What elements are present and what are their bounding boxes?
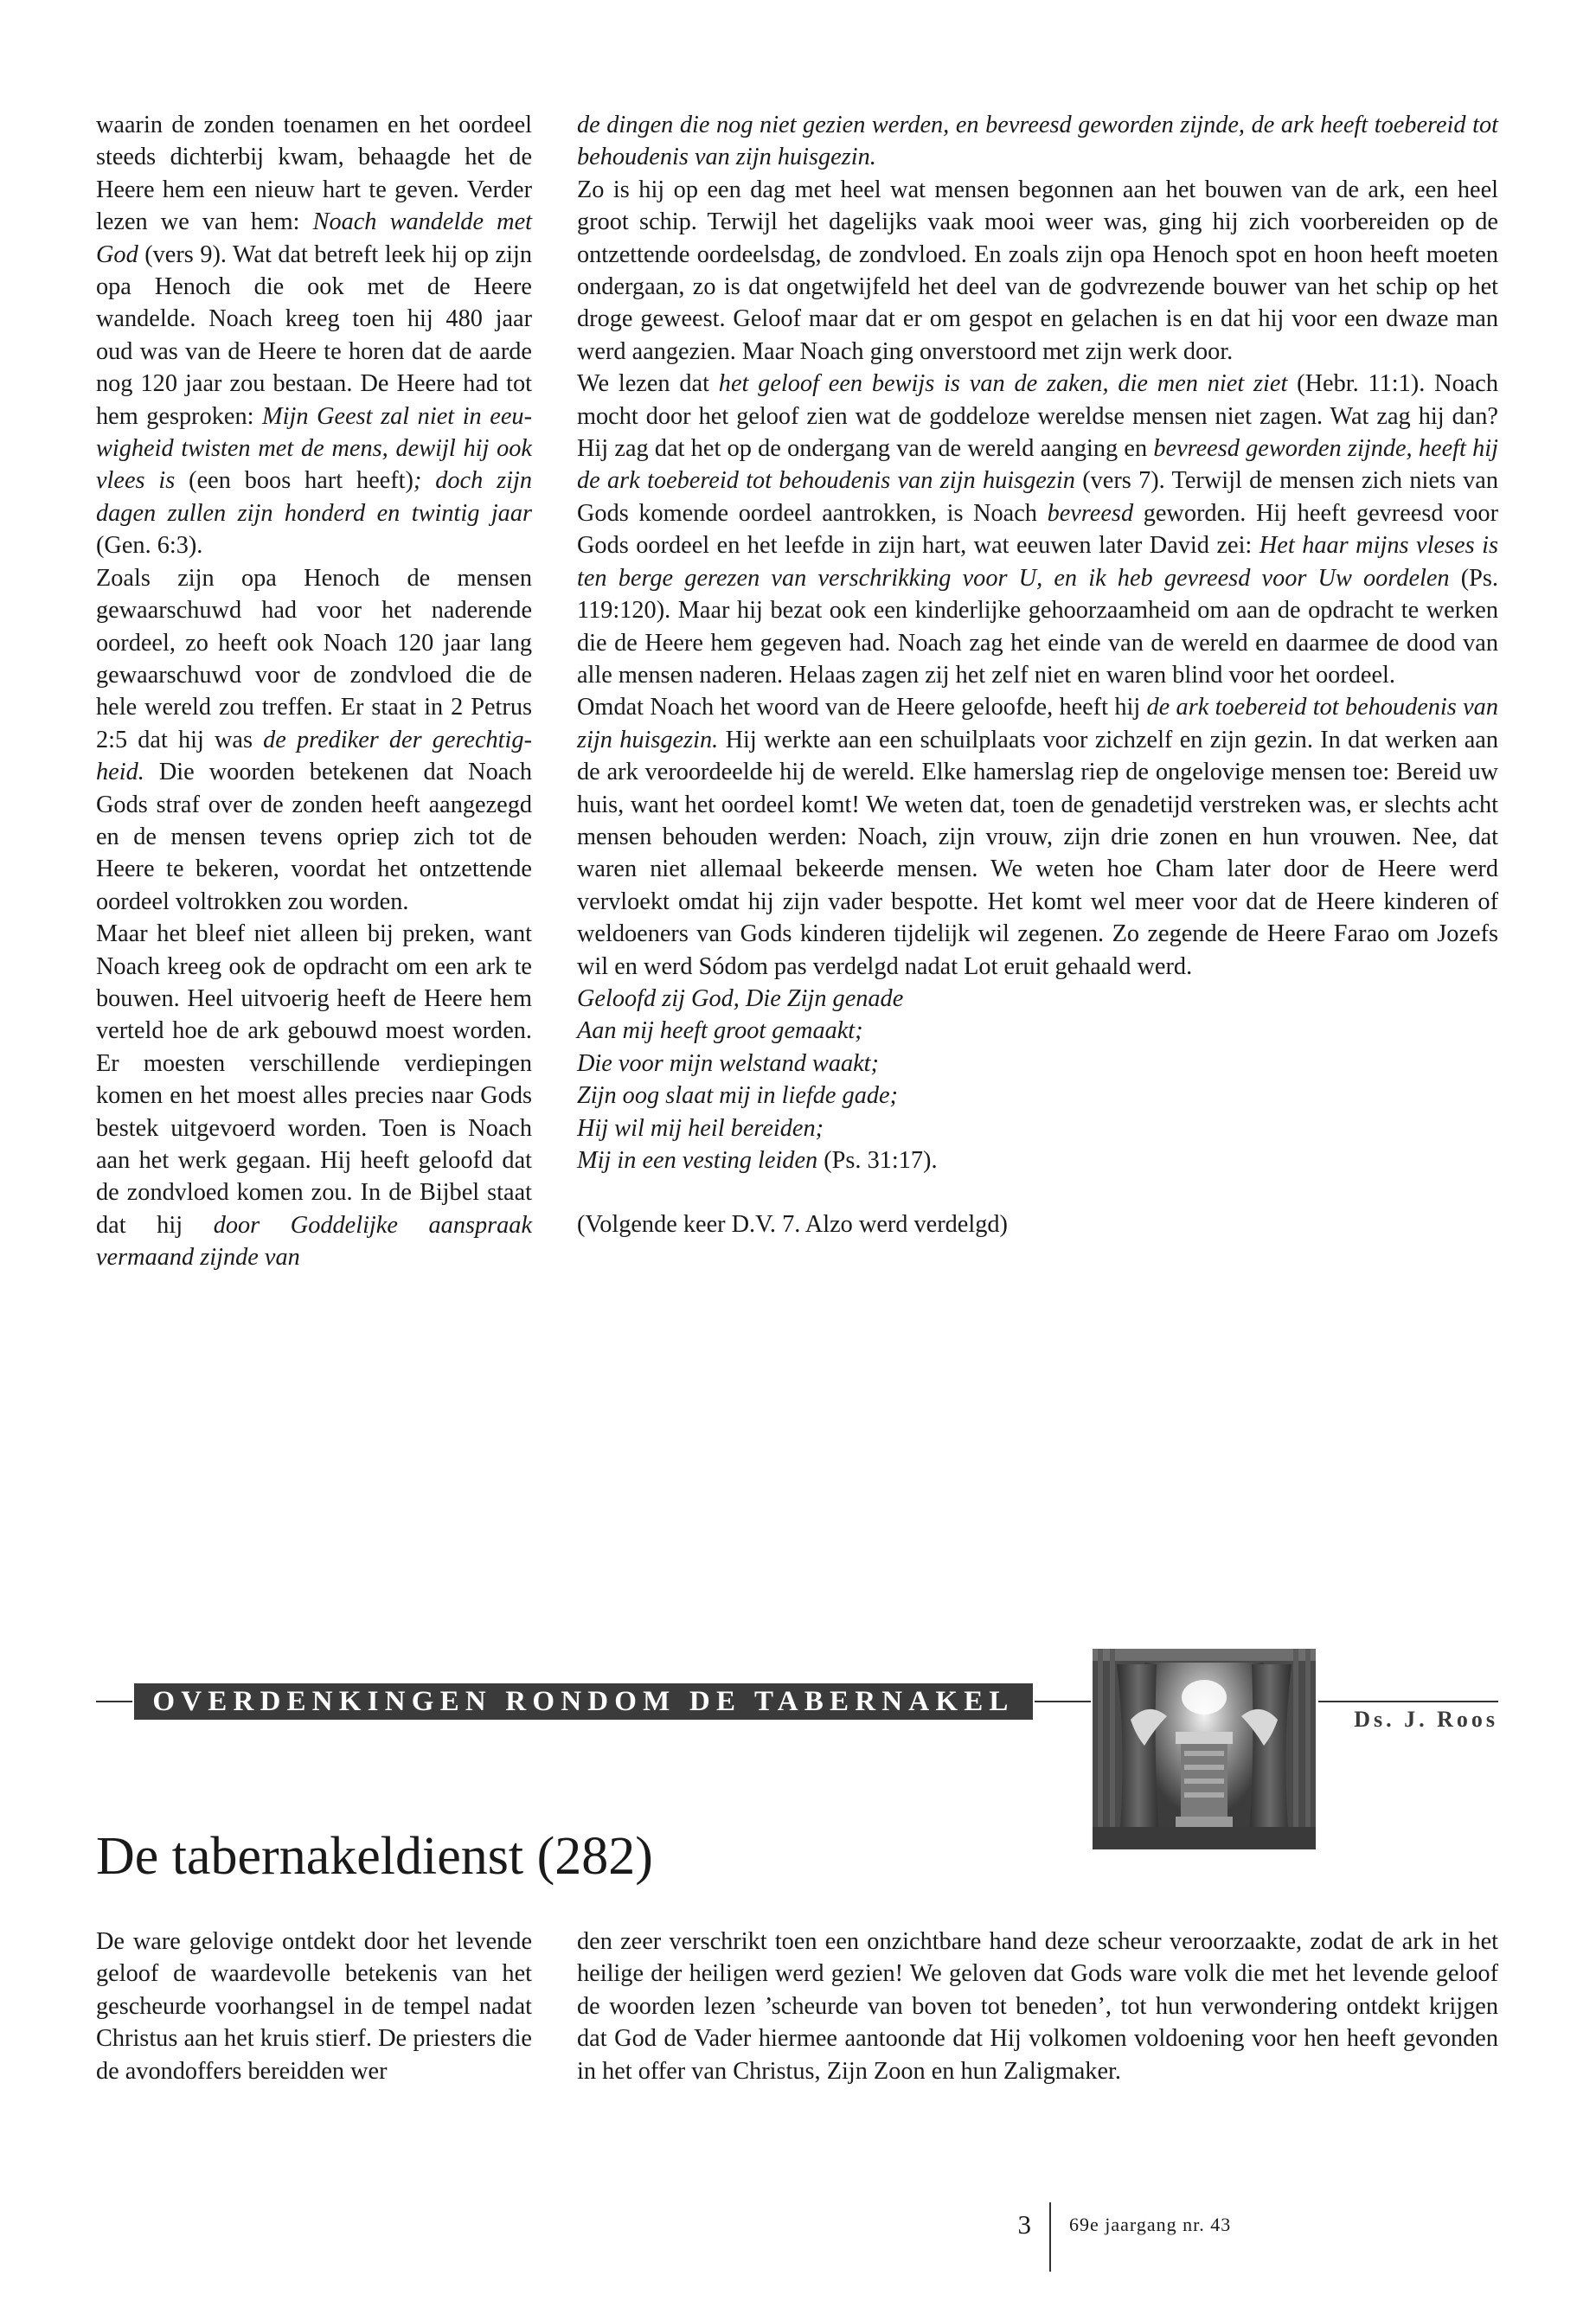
- text-run: Zoals zijn opa Henoch de mensen gewaarschuwd had voor het naderende oordeel, zo heeft ook Noach 120 jaar lang gewaarschuwd voor de zondvloed die de hele wereld zou treffen. Er staat in 2 Petrus 2:5 dat hij was: [96, 564, 532, 753]
- text-run: We lezen dat: [577, 370, 719, 398]
- column-bottom-right: [577, 1926, 1498, 2087]
- text-run: den zeer verschrikt toen een onzichtbare hand deze scheur veroorzaakte, zodat de ark in het heilige der heiligen werd gezien! We geloven dat Gods ware volk die met het levende geloof de woorden lezen ’scheurde van boven tot beneden’, tot hun verwondering ontdekt krijgen dat God de Vader hiermee aantoonde dat Hij volkomen voldoening voor hen heeft gevonden in het offer van Christus, Zijn Zoon en hun Zaligmaker.: [577, 1928, 1498, 2085]
- italic-run: bevreesd: [1047, 499, 1134, 527]
- italic-run: de prediker der gerechtigheid.: [96, 726, 532, 786]
- psalm-line: Geloofd zij God, Die Zijn genade: [577, 984, 904, 1012]
- paragraph: [577, 368, 1498, 691]
- paragraph: [96, 562, 532, 918]
- text-run: (vers 7). Terwijl de mensen zich niets van Gods komende oordeel aantrokken, is Noach: [577, 467, 1499, 527]
- section-rule-middle: [1035, 1701, 1091, 1702]
- text-run: (een boos hart heeft): [175, 467, 413, 495]
- column-top-right: [577, 109, 1498, 1241]
- text-run: Omdat Noach het woord van de Heere geloofde, heeft hij: [577, 694, 1147, 721]
- italic-run: Het haar mijns vleses is ten berge gerezen van verschrikking voor U, en ik heb gevreesd voor Uw oordelen: [577, 532, 1498, 592]
- text-run: geworden. Hij heeft gevreesd voor Gods oordeel en het leefde in zijn hart, wat eeuwen later David zei:: [577, 499, 1498, 560]
- text-run: waarin de zonden toenamen en het oordeel steeds dichterbij kwam, behaagde het de Heere hem een nieuw hart te geven. Verder lezen we van hem:: [96, 112, 532, 236]
- text-run: (vers 9). Wat dat betreft leek hij op zijn opa Henoch die ook met de Heere wandelde. Noach kreeg toen hij 480 jaar oud was van de Heere te horen dat de aarde nog 120 jaar zou bestaan. De Heere had tot hem gesproken:: [96, 240, 532, 430]
- footer-divider: [1049, 2202, 1051, 2272]
- text-run: Zo is hij op een dag met heel wat mensen begonnen aan het bouwen van de ark, een heel groot schip. Terwijl het dagelijks vaak mooi weer was, ging hij zich voorbereiden op de ontzettende oordeelsdag, de zondvloed. En zoals zijn opa Henoch spot en hoon heeft moeten ondergaan, zo is dat ongetwijfeld het deel van de godvrezende bouwer van het schip op het droge geweest. Geloof maar dat er om gespot en gelachen is en dat hij voor een dwaze man werd aangezien. Maar Noach ging onverstoord met zijn werk door.: [577, 176, 1498, 365]
- page-number: 3: [1017, 2209, 1031, 2240]
- psalm-line: Die voor mijn welstand waakt;: [577, 1049, 879, 1077]
- psalm-line: Hij wil mij heil bereiden;: [577, 1114, 824, 1142]
- followup-note: (Volgende keer D.V. 7. Alzo werd verdelgd): [577, 1211, 1008, 1239]
- italic-run: het geloof een bewijs is van de zaken, die men niet ziet: [718, 370, 1288, 398]
- paragraph: [96, 1926, 532, 2087]
- section-rule-left: [96, 1701, 132, 1702]
- psalm-line: Mij in een vesting leiden: [577, 1147, 818, 1174]
- text-run: (Ps. 119:120). Maar hij bezat ook een kinderlijke gehoorzaamheid om aan de opdracht te werken die de Heere hem gegeven had. Noach zag het einde van de wereld en daarmee de dood van alle mensen naderen. Helaas zagen zij het zelf niet en waren blind voor het oordeel.: [577, 564, 1498, 689]
- paragraph: [577, 174, 1498, 368]
- column-top-right-text: [577, 109, 1498, 983]
- text-run: (Gen. 6:3).: [96, 532, 203, 560]
- paragraph: [577, 1926, 1498, 2087]
- author-byline: Ds. J. Roos: [1354, 1707, 1498, 1732]
- italic-run: de dingen die nog niet gezien werden, en bevreesd geworden zijnde, de ark heeft toebereid tot behoudenis van zijn huisgezin.: [577, 112, 1498, 171]
- italic-run: door Goddelijke aanspraak vermaand zijnde van: [96, 1211, 532, 1272]
- paragraph: [96, 918, 532, 1273]
- section-banner: OVERDENKINGEN RONDOM DE TABERNAKEL: [134, 1683, 1033, 1720]
- text-run: (Hebr. 11:1). Noach mocht door het geloof zien wat de goddeloze wereldse mensen niet zagen. Wat zag hij dan? Hij zag dat het op de ondergang van de wereld aanging en: [577, 370, 1498, 463]
- section-rule-right: [1318, 1701, 1498, 1702]
- italic-run: bevreesd geworden zijnde, heeft hij de ark toebereid tot behoudenis van zijn huisgezin: [577, 435, 1498, 495]
- tabernacle-ark-image: [1093, 1649, 1316, 1849]
- paragraph: [577, 691, 1498, 983]
- italic-run: de ark toebereid tot behoudenis van zijn huisgezin.: [577, 694, 1498, 753]
- psalm-reference: (Ps. 31:17).: [817, 1147, 938, 1174]
- psalm-line: Zijn oog slaat mij in liefde gade;: [577, 1082, 898, 1110]
- issue-label: 69e jaargang nr. 43: [1069, 2214, 1232, 2235]
- psalm-last-line: [577, 1147, 938, 1174]
- paragraph: [96, 109, 532, 562]
- text-run: Die woorden betekenen dat Noach Gods straf over de zonden heeft aangezegd en de mensen tevens opriep zich tot de Heere te bekeren, voordat het ontzettende oordeel voltrokken zou worden.: [96, 759, 532, 915]
- article-title: De tabernakeldienst (282): [96, 1826, 653, 1886]
- psalm-quote: [577, 983, 1498, 1176]
- italic-run: ; doch zijn dagen zullen zijn honderd en twintig jaar: [96, 467, 532, 527]
- italic-run: Mijn Geest zal niet in eeuwigheid twisten met de mens, dewijl hij ook vlees is: [96, 402, 532, 495]
- text-run: Maar het bleef niet alleen bij preken, want Noach kreeg ook de opdracht om een ark te bouwen. Heel uitvoerig heeft de Heere hem verteld hoe de ark gebouwd moest worden. Er moesten verschillende verdiepingen komen en het moest alles precies naar Gods bestek uitgevoerd worden. Toen is Noach aan het werk gegaan. Hij heeft geloofd dat de zondvloed komen zou. In de Bijbel staat dat hij: [96, 920, 532, 1239]
- column-bottom-left: [96, 1926, 532, 2087]
- text-run: De ware gelovige ontdekt door het levende geloof de waardevolle betekenis van het gescheurde voorhangsel in de tempel nadat Christus aan het kruis stierf. De priesters die de avondoffers bereidden wer: [96, 1928, 532, 2085]
- italic-run: Noach wandelde met God: [96, 208, 532, 268]
- column-top-left: [96, 109, 532, 1274]
- text-run: Hij werkte aan een schuilplaats voor zichzelf en zijn gezin. In dat werken aan de ark veroordeelde hij de wereld. Elke hamerslag riep de ongelovige mensen toe: Bereid uw huis, want het oordeel komt! We weten dat, toen de genadetijd verstreken was, er slechts acht mensen behouden werden: Noach, zijn vrouw, zijn drie zonen en hun vrouwen. Nee, dat waren niet allemaal bekeerde mensen. We weten hoe Cham later door de Heere werd vervloekt omdat hij zijn vader bespotte. Het komt wel meer voor dat de Heere kinderen of weldoeners van Gods kinderen tijdelijk wil zegenen. Zo zegende de Heere Farao om Jozefs wil en werd Sódom pas verdelgd nadat Lot eruit gehaald werd.: [577, 726, 1498, 980]
- paragraph: [577, 109, 1498, 174]
- psalm-line: Aan mij heeft groot gemaakt;: [577, 1017, 863, 1045]
